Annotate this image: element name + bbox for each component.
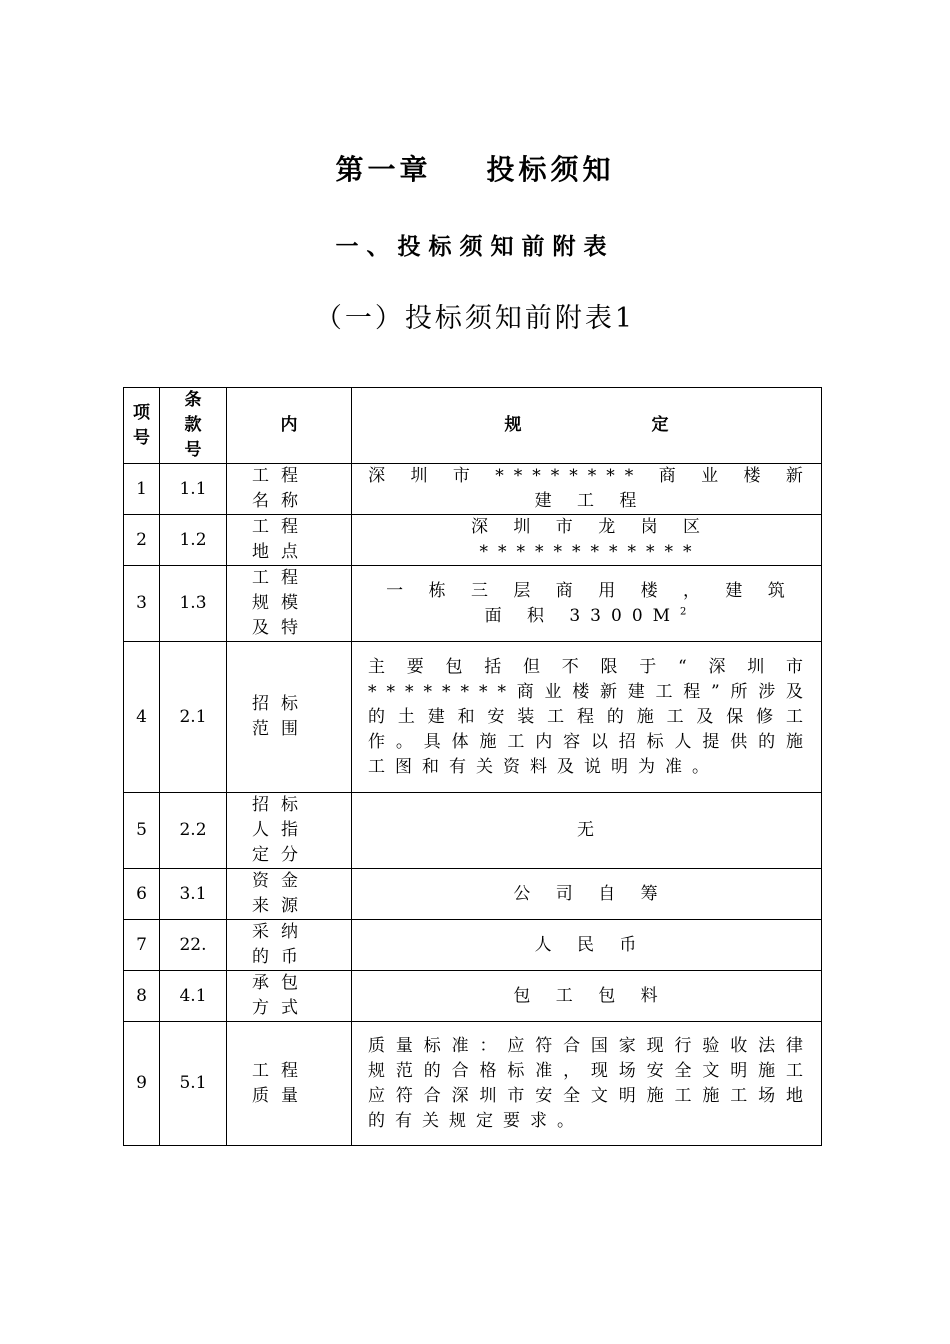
table-row — [124, 515, 822, 566]
table-row — [124, 869, 822, 920]
row-clause: 22. — [160, 920, 227, 971]
row-name: 工程地点 — [227, 515, 352, 566]
row-no: 6 — [124, 869, 160, 920]
row-clause: 5.1 — [160, 1022, 227, 1146]
row-content-text: 一 栋 三 层 商 用 楼 ， 建 筑 面 积 3300M — [386, 580, 795, 626]
row-clause: 2.1 — [160, 642, 227, 793]
row-clause: 4.1 — [160, 971, 227, 1022]
table-row — [124, 464, 822, 515]
row-content: 深 圳 市 龙 岗 区 ************ — [352, 515, 822, 566]
row-name: 工程规模及特 — [227, 566, 352, 642]
row-content: 主要包括但不限于“深圳市********商业楼新建工程”所涉及的土建和安装工程的施工及保修工作。具体施工内容以招标人提供的施工图和有关资料及说明为准。 — [352, 642, 822, 793]
row-name: 招标人指定分 — [227, 793, 352, 869]
row-no: 8 — [124, 971, 160, 1022]
row-name: 承包方式 — [227, 971, 352, 1022]
row-content: 包 工 包 料 — [352, 971, 822, 1022]
header-rule-1: 规 — [504, 415, 522, 435]
section-title: 一、投标须知前附表 — [335, 234, 615, 260]
row-content: 公 司 自 筹 — [352, 869, 822, 920]
row-no: 2 — [124, 515, 160, 566]
superscript: 2 — [680, 605, 697, 617]
row-no: 1 — [124, 464, 160, 515]
header-clause-no: 条款号 — [160, 388, 227, 464]
row-no: 5 — [124, 793, 160, 869]
chapter-title: 第一章 投标须知 — [335, 153, 615, 186]
table-row — [124, 920, 822, 971]
row-clause: 1.1 — [160, 464, 227, 515]
row-no: 7 — [124, 920, 160, 971]
row-content: 质量标准：应符合国家现行验收法律规范的合格标准，现场安全文明施工应符合深圳市安全文明施工施工场地的有关规定要求。 — [352, 1022, 822, 1146]
row-name: 招标范围 — [227, 642, 352, 793]
row-clause: 1.3 — [160, 566, 227, 642]
table-row — [124, 566, 822, 642]
row-clause: 1.2 — [160, 515, 227, 566]
row-content: 深 圳 市 ******** 商 业 楼 新 建 工 程 — [352, 464, 822, 515]
header-item-no: 项号 — [124, 388, 160, 464]
table-row — [124, 793, 822, 869]
row-content: 无 — [352, 793, 822, 869]
header-rule — [352, 388, 822, 464]
table-row — [124, 642, 822, 793]
row-content — [352, 566, 822, 642]
subsection-title: （一）投标须知前附表1 — [314, 303, 636, 334]
row-name: 工程质量 — [227, 1022, 352, 1146]
row-clause: 2.2 — [160, 793, 227, 869]
row-no: 4 — [124, 642, 160, 793]
row-no: 9 — [124, 1022, 160, 1146]
table-row — [124, 1022, 822, 1146]
row-clause: 3.1 — [160, 869, 227, 920]
table-header-row — [124, 388, 822, 464]
bid-front-table — [123, 387, 822, 1146]
header-rule-2: 定 — [651, 415, 669, 435]
table-row — [124, 971, 822, 1022]
row-no: 3 — [124, 566, 160, 642]
row-content: 人 民 币 — [352, 920, 822, 971]
row-name: 资金来源 — [227, 869, 352, 920]
row-name: 工程名称 — [227, 464, 352, 515]
row-name: 采纳的币 — [227, 920, 352, 971]
header-content: 内 — [227, 388, 352, 464]
